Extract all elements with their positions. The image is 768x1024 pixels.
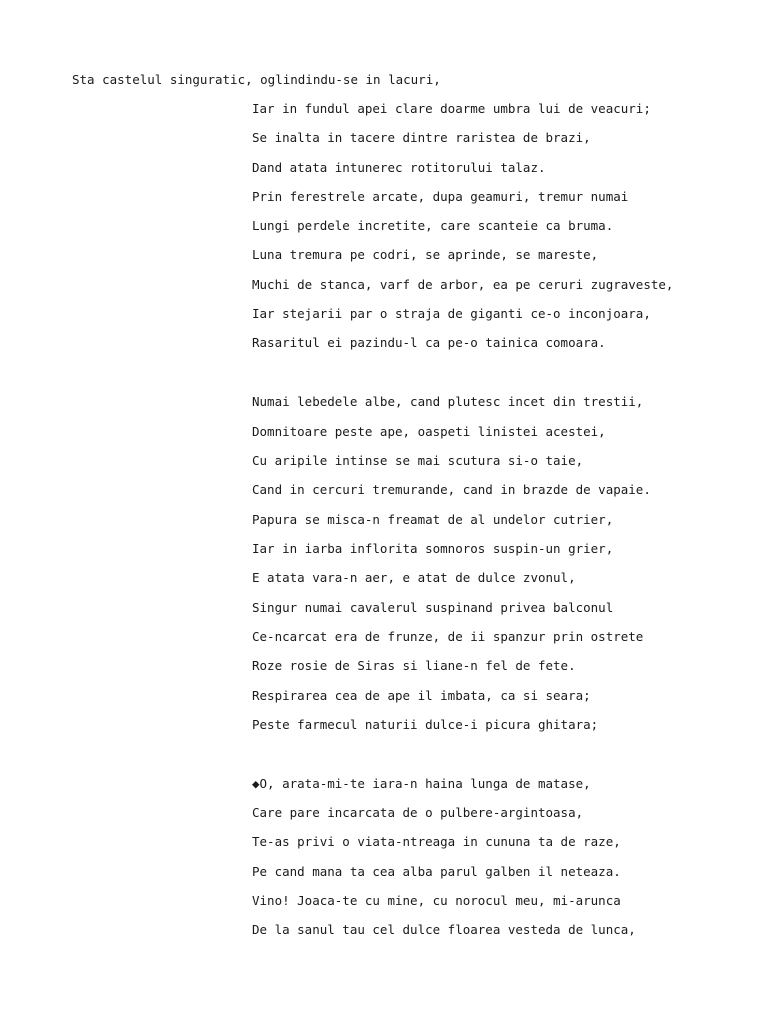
poem-line: Numai lebedele albe, cand plutesc incet din trestii, xyxy=(252,394,644,409)
poem-line: Se inalta in tacere dintre raristea de brazi, xyxy=(252,130,591,145)
poem-line: Roze rosie de Siras si liane-n fel de fete. xyxy=(252,658,576,673)
poem-line: Respirarea cea de ape il imbata, ca si seara; xyxy=(252,688,591,703)
poem-line: Cand in cercuri tremurande, cand in brazde de vapaie. xyxy=(252,482,651,497)
poem-line: Care pare incarcata de o pulbere-argintoasa, xyxy=(252,805,584,820)
poem-line: Iar in iarba inflorita somnoros suspin-un grier, xyxy=(252,541,614,556)
poem-line: Dand atata intunerec rotitorului talaz. xyxy=(252,160,546,175)
poem-line: Iar in fundul apei clare doarme umbra lui de veacuri; xyxy=(252,101,651,116)
poem-line: Prin ferestrele arcate, dupa geamuri, tremur numai xyxy=(252,189,629,204)
poem-line: Ce-ncarcat era de frunze, de ii spanzur prin ostrete xyxy=(252,629,644,644)
poem-line: Domnitoare peste ape, oaspeti linistei acestei, xyxy=(252,424,606,439)
poem-line: E atata vara-n aer, e atat de dulce zvonul, xyxy=(252,570,576,585)
poem-line: Cu aripile intinse se mai scutura si-o taie, xyxy=(252,453,584,468)
poem-line: Vino! Joaca-te cu mine, cu norocul meu, mi-arunca xyxy=(252,893,621,908)
poem-opening-line: Sta castelul singuratic, oglindindu-se in lacuri, xyxy=(72,72,441,87)
poem-line: Lungi perdele incretite, care scanteie ca bruma. xyxy=(252,218,614,233)
poem-line: Peste farmecul naturii dulce-i picura ghitara; xyxy=(252,717,599,732)
poem-line: Pe cand mana ta cea alba parul galben il neteaza. xyxy=(252,864,621,879)
poem-line: Papura se misca-n freamat de al undelor cutrier, xyxy=(252,512,614,527)
poem-line: De la sanul tau cel dulce floarea vesteda de lunca, xyxy=(252,922,636,937)
poem-line: ◆O, arata-mi-te iara-n haina lunga de matase, xyxy=(252,776,591,791)
poem-line: Iar stejarii par o straja de giganti ce-o inconjoara, xyxy=(252,306,651,321)
poem-line: Muchi de stanca, varf de arbor, ea pe ceruri zugraveste, xyxy=(252,277,674,292)
poem-line: Te-as privi o viata-ntreaga in cununa ta de raze, xyxy=(252,834,621,849)
poem-line: Singur numai cavalerul suspinand privea balconul xyxy=(252,600,614,615)
poem-line: Rasaritul ei pazindu-l ca pe-o tainica comoara. xyxy=(252,335,606,350)
poem-line: Luna tremura pe codri, se aprinde, se mareste, xyxy=(252,247,599,262)
